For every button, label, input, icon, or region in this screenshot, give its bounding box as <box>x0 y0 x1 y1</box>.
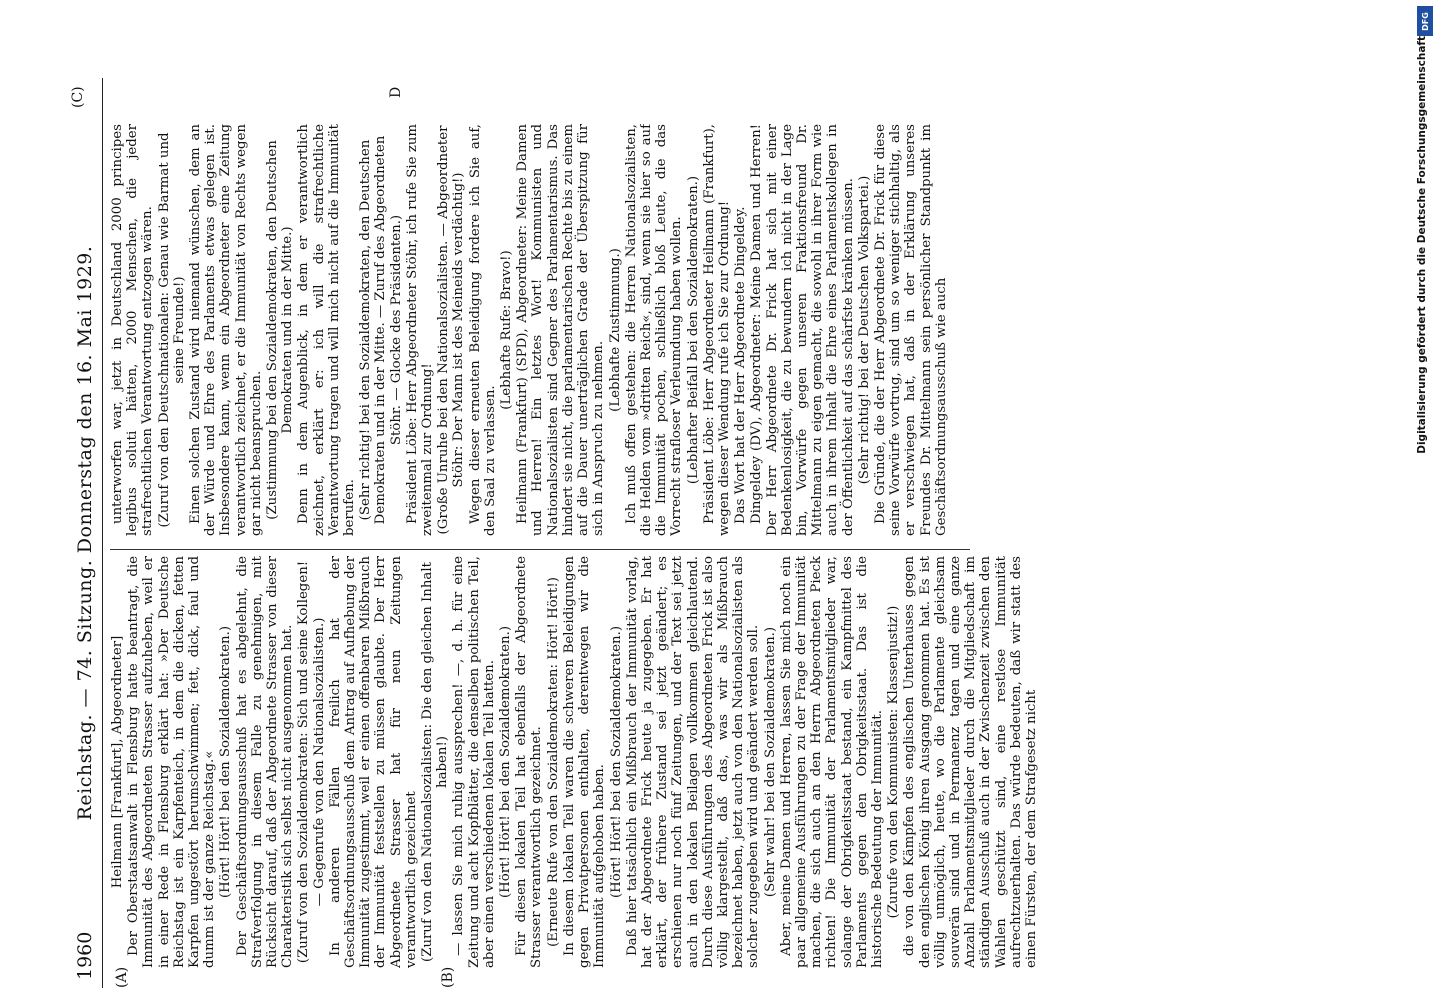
paragraph: Daß hier tatsächlich ein Mißbrauch der Immunität vorlag, hat der Abgeordnete Frick heute ja zugegeben. Er hat erklärt, der frühere Zustand sei jetzt geändert; es erschienen nur noch fünf Zeitungen, und der Text sei jetzt auch in den lokalen Beilagen vollkommen gleichlautend. Durch diese Ausführungen des Abgeordneten Frick ist also völlig klargestellt, daß das, was wir als Mißbrauch bezeichnet haben, jetzt auch von den Nationalsozialisten als solcher zugegeben wird und geändert werden soll. <box>624 556 762 968</box>
paragraph: unterworfen war, jetzt in Deutschland 2000 principes legibus soluti hätten, 2000 Menschen, die jeder strafrechtlichen Verantwortung entzogen wären. <box>110 124 156 536</box>
paragraph: (Sehr richtig! bei der Deutschen Volkspartei.) <box>856 175 872 485</box>
paragraph: Das Wort hat der Herr Abgeordnete Dingeldey. <box>733 206 749 524</box>
paragraph: (Große Unruhe bei den Nationalsozialisten. — Abgeordneter Stöhr: Der Mann ist des Meineids verdächtig!) <box>436 125 467 535</box>
column-divider <box>110 549 970 550</box>
dfg-logo <box>1417 6 1433 36</box>
paragraph: (Lebhafter Beifall bei den Sozialdemokraten.) <box>685 175 701 485</box>
paragraph: (Hört! Hört! bei den Sozialdemokraten.) <box>218 625 234 899</box>
paragraph: (Hört! Hört! bei den Sozialdemokraten.) <box>498 625 514 899</box>
paragraph: Aber, meine Damen und Herren, lassen Sie mich noch ein paar allgemeine Ausführungen zu der Frage der Immunität machen, die sich auch an den Herrn Abgeordneten Pieck richten! Die Immunität der Parlamentsmitglieder war, solange der Obrigkeitsstaat bestand, ein Kampfmittel des Parlaments gegen den Obrigkeitsstaat. Das ist die historische Bedeutung der Immunität. <box>778 556 885 968</box>
digitization-credit: Digitalisierung gefördert durch die Deutsche Forschungsgemeinschaft <box>1416 36 1428 454</box>
page-content <box>70 78 1070 988</box>
paragraph: Wegen dieser erneuten Beleidigung fordere ich Sie auf, den Saal zu verlassen. <box>467 124 498 536</box>
paragraph: Für diesen lokalen Teil hat ebenfalls der Abgeordnete Strasser verantwortlich gezeichnet. <box>514 556 545 968</box>
paragraph: (Sehr richtig! bei den Sozialdemokraten, den Deutschen Demokraten und in der Mitte. — Zuruf des Abgeordneten Stöhr. — Glocke des Präsidenten.) <box>358 135 404 525</box>
margin-mark-c: (C) <box>70 86 86 108</box>
paragraph: — lassen Sie mich ruhig aussprechen! —, d. h. für eine Zeitung und acht Kopfblätter, die denselben politischen Teil, aber einen verschiedenen lokalen Teil hatten. <box>451 556 497 968</box>
paragraph: (Zuruf von den Deutschnationalen: Genau wie Barmat und seine Freunde!) <box>156 132 187 528</box>
paragraph: Dingeldey (DV), Abgeordneter: Meine Damen und Herren! Der Herr Abgeordnete Dr. Frick hat sich mit einer Bedenkenlosigkeit, die zu bewundern ich nicht in der Lage bin, Vorwürfe gegen unseren Fraktionsfreund Dr. Mittelmann zu eigen gemacht, die sowohl in ihrer Form wie auch in ihrem Inhalt die Ehre eines Parlamentskollegen in der Öffentlichkeit auf das schärfste kränken müssen. <box>749 124 856 536</box>
digitization-sidebar <box>1410 2 1434 998</box>
paragraph: die von den Kämpfen des englischen Unterhauses gegen den englischen König ihren Ausgang genommen hat. Es ist völlig unmöglich, heute, wo die Parlamente gleichsam souverän sind und in Permanenz tagen und eine ganze Anzahl Parlamentsmitglieder durch die Mitgliedschaft im ständigen Ausschuß auch in der Zwischenzeit zwischen den Wahlen geschützt sind, eine restlose Immunität aufrechtzuerhalten. Das würde bedeuten, daß wir statt des einen Fürsten, der dem Strafgesetz nicht <box>902 556 1039 968</box>
paragraph: Einen solchen Zustand wird niemand wünschen, dem an der Würde und Ehre des Parlaments etwas gelegen ist. Insbesondere kann, wenn ein Abgeordneter eine Zeitung verantwortlich zeichnet, er die Immunität von Rechts wegen gar nicht beanspruchen. <box>188 124 264 536</box>
paragraph: (Zurufe von den Kommunisten: Klassenjustiz!) <box>886 605 902 919</box>
paragraph: Heilmann (Frankfurt) (SPD), Abgeordneter: Meine Damen und Herren! Ein letztes Wort! Kommunisten und Nationalsozialisten sind Gegner des Parlamentarismus. Das hindert sie nicht, die parlamentarischen Rechte bis zu einem auf die Dauer unerträglichen Grade der Überspitzung für sich in Anspruch zu nehmen. <box>515 124 607 536</box>
paragraph: In diesem lokalen Teil waren die schweren Beleidigungen gegen Privatpersonen enthalten, derentwegen wir die Immunität aufgehoben haben. <box>561 556 608 968</box>
margin-mark-a: (A) <box>114 966 130 988</box>
right-text-column <box>110 124 1060 536</box>
margin-mark-d: D <box>388 86 404 98</box>
page-header <box>70 78 100 988</box>
paragraph: (Hört! Hört! bei den Sozialdemokraten.) <box>608 625 624 899</box>
paragraph: Präsident Löbe: Herr Abgeordneter Stöhr, ich rufe Sie zum zweitenmal zur Ordnung! <box>404 124 436 536</box>
paragraph: (Zustimmung bei den Sozialdemokraten, den Deutschen Demokraten und in der Mitte.) <box>265 140 296 520</box>
paragraph: (Lebhafte Zustimmung.) <box>607 248 623 412</box>
left-text-column <box>110 556 1060 968</box>
page-number: 1960 <box>74 931 96 980</box>
paragraph: (Lebhafte Rufe: Bravo!) <box>499 250 515 410</box>
page-title: Reichstag. — 74. Sitzung. Donnerstag den 16. Mai 1929. <box>74 245 96 821</box>
paragraph: (Zuruf von den Sozialdemokraten: Sich und seine Kollegen! — Gegenrufe von den Nationalsozialisten.) <box>296 560 327 964</box>
paragraph: Heilmann [Frankfurt], Abgeordneter] <box>110 635 125 889</box>
margin-mark-b: (B) <box>440 966 456 988</box>
paragraph: Der Oberstaatsanwalt in Flensburg hatte beantragt, die Immunität des Abgeordneten Strasser aufzuheben, weil er in einer Rede in Flensburg erklärt hat: »Der Deutsche Reichstag ist ein Karpfenteich, in dem die dicken, fetten Karpfen ungestört herumschwimmen; fett, dick, faul und dumm ist der ganze Reichstag.« <box>126 556 218 968</box>
paragraph: Die Gründe, die der Herr Abgeordnete Dr. Frick für diese seine Vorwürfe vortrug, sind um so weniger stichhaltig, als er verschwiegen hat, daß in der Erklärung unseres Freundes Dr. Mittelmann sein persönlicher Standpunkt im Geschäftsordnungsausschuß wie auch <box>872 124 949 536</box>
paragraph: Ich muß offen gestehen: die Herren Nationalsozialisten, die Helden vom »dritten Reich«, sind, wenn sie hier so auf die Immunität pochen, schließlich bloß Leute, die das Vorrecht strafloser Verleumdung haben wollen. <box>623 124 685 536</box>
header-rule <box>102 78 103 988</box>
paragraph: Denn in dem Augenblick, in dem er verantwortlich zeichnet, erklärt er: ich will die strafrechtliche Verantwortung tragen und will mich nicht auf die Immunität berufen. <box>296 124 358 536</box>
paragraph: (Erneute Rufe von den Sozialdemokraten: Hört! Hört!) <box>545 577 561 947</box>
paragraph: Präsident Löbe: Herr Abgeordneter Heilmann (Frankfurt), wegen dieser Wendung rufe ich Sie zur Ordnung! <box>701 124 732 536</box>
paragraph: (Zuruf von den Nationalsozialisten: Die den gleichen Inhalt haben!) <box>420 562 451 962</box>
paragraph: Der Geschäftsordnungsausschuß hat es abgelehnt, die Strafverfolgung in diesem Falle zu genehmigen, mit Rücksicht darauf, daß der Abgeordnete Strasser von dieser Charakteristik sich selbst nicht ausgenommen hat. <box>234 556 296 968</box>
dfg-logo-text: DFG <box>1420 11 1430 31</box>
paragraph: (Sehr wahr! bei den Sozialdemokraten.) <box>762 626 778 898</box>
paragraph: In anderen Fällen freilich hat der Geschäftsordnungsausschuß dem Antrag auf Aufhebung der Immunität zugestimmt, weil er einen offenbaren Mißbrauch der Immunität feststellen zu müssen glaubte. Der Herr Abgeordnete Strasser hat für neun Zeitungen verantwortlich gezeichnet <box>327 556 419 968</box>
